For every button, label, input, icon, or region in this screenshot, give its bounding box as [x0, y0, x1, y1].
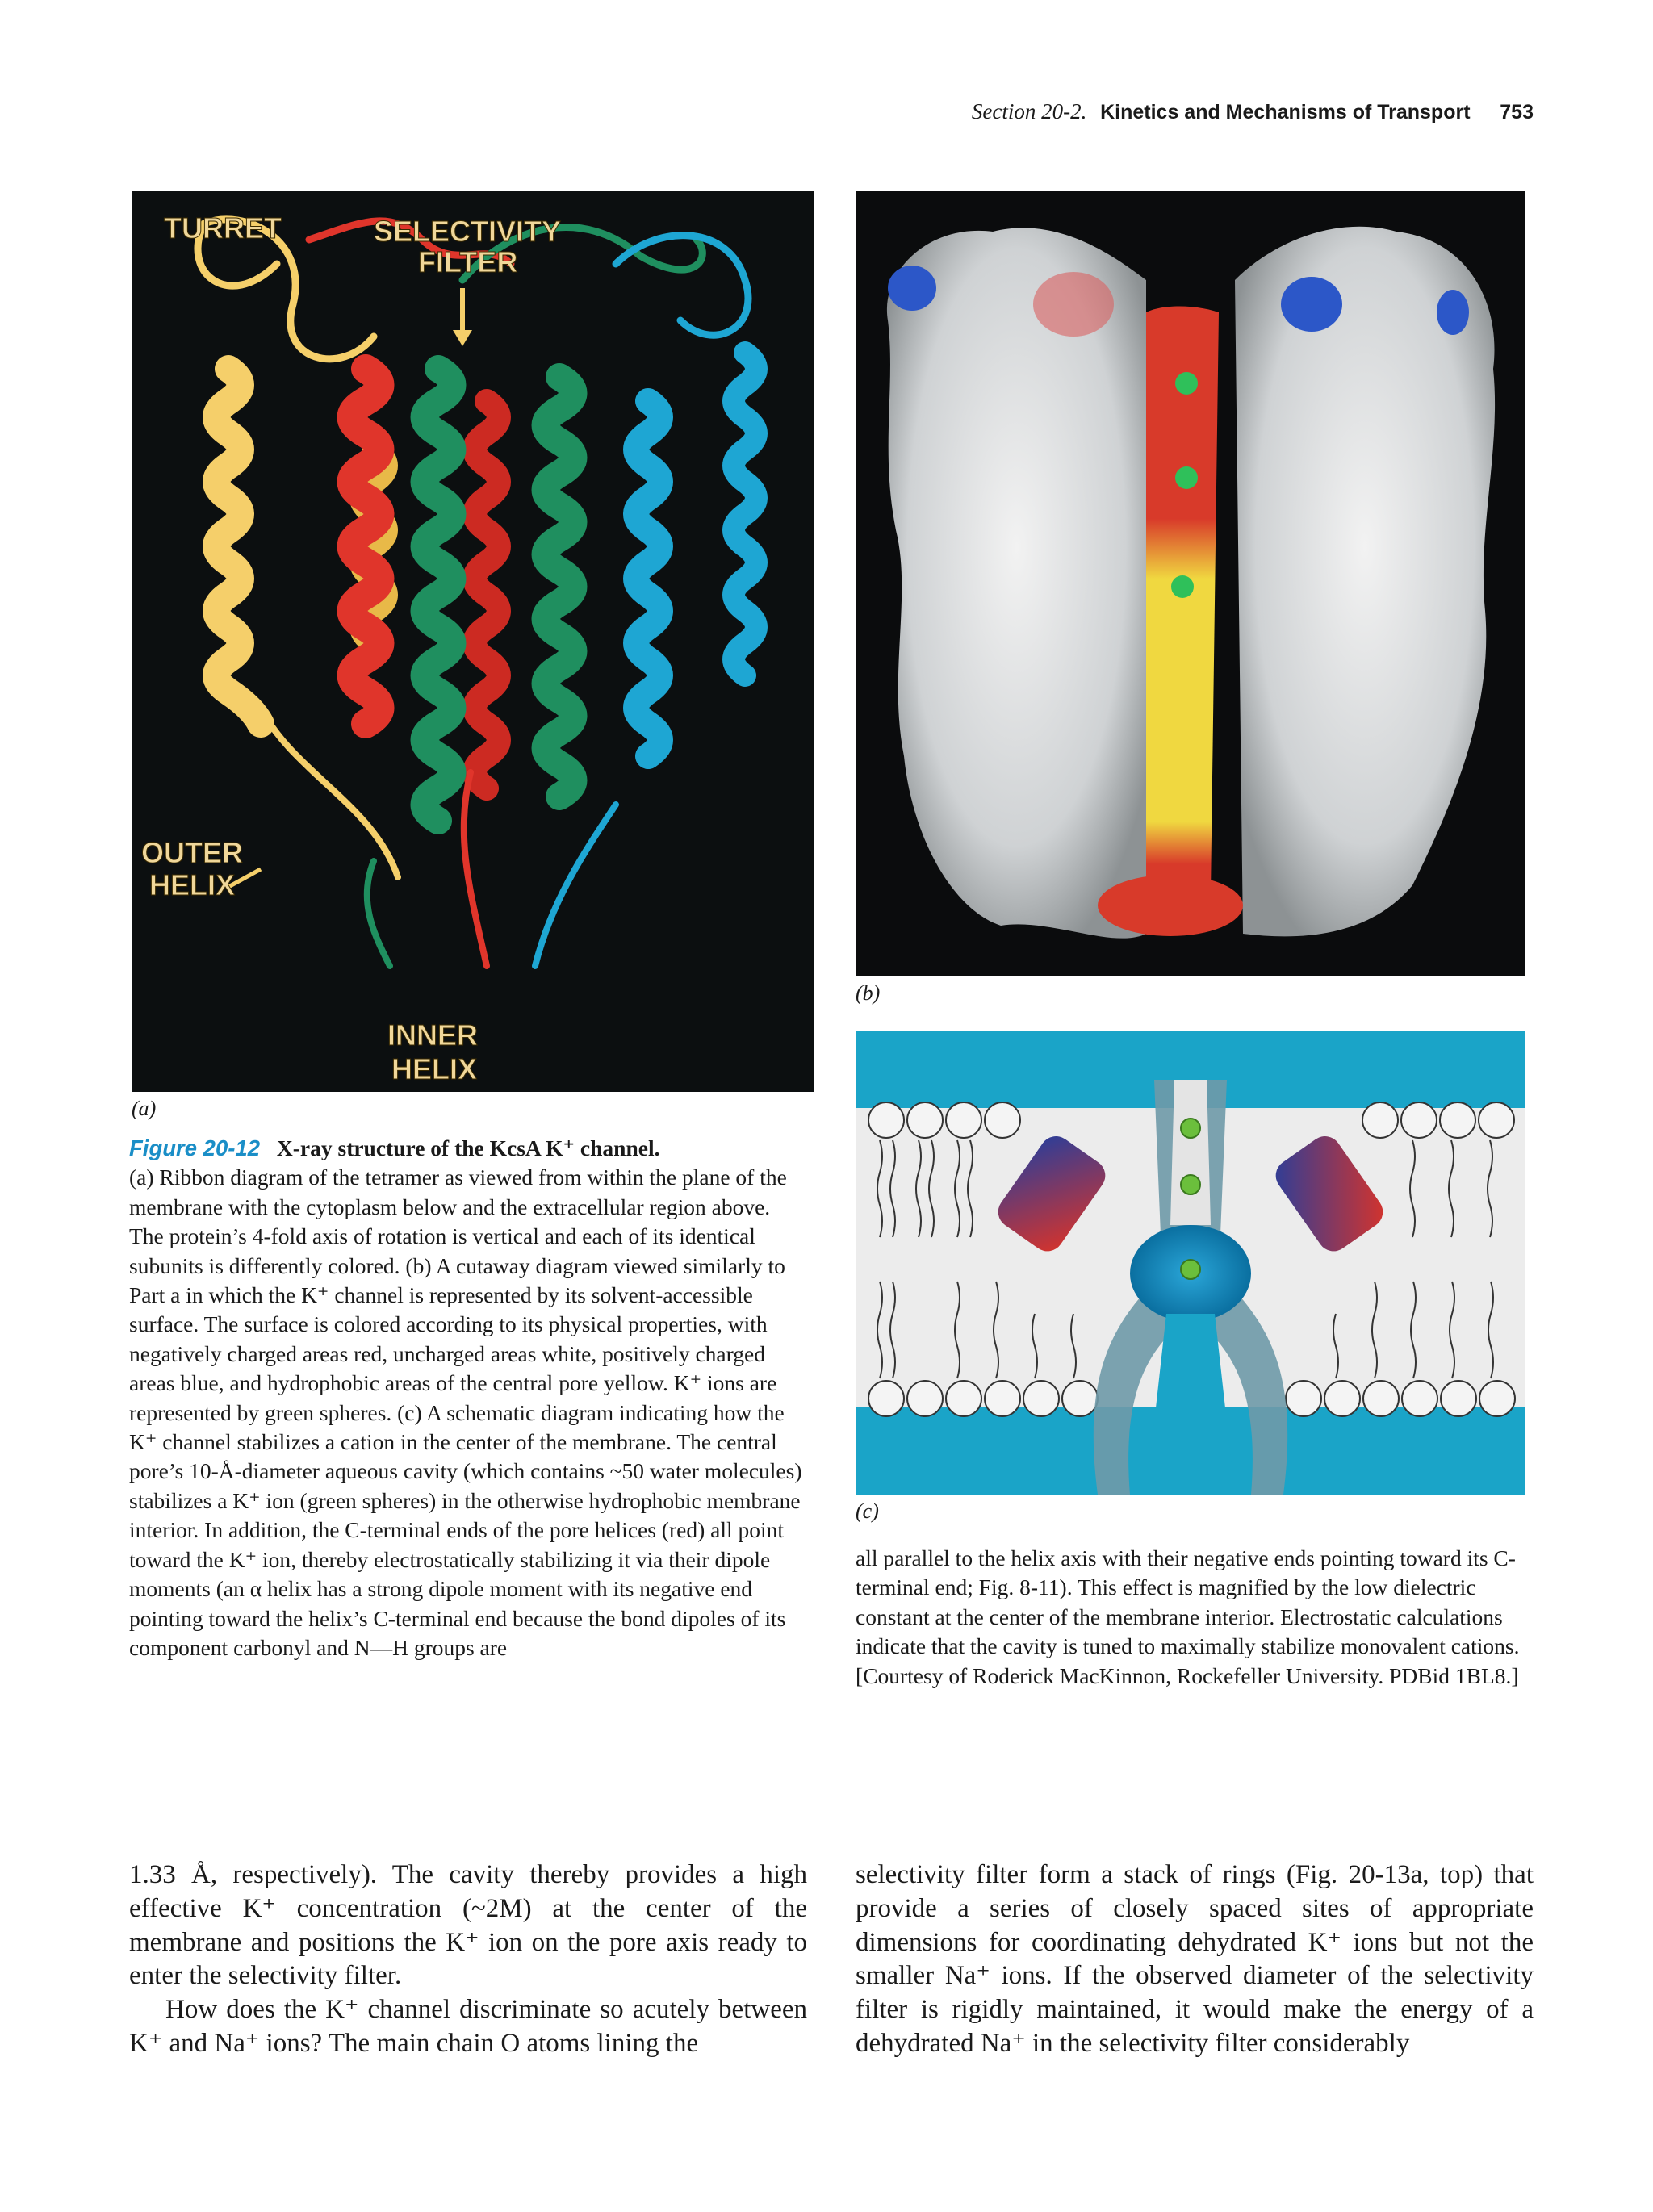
label-outer-2: HELIX [149, 868, 236, 901]
figure-number: Figure 20-12 [129, 1135, 261, 1160]
label-outer-1: OUTER [141, 836, 243, 869]
body-column-left [129, 1859, 807, 2061]
label-selectivity-1: SELECTIVITY [374, 215, 562, 248]
caption-text-col1: (a) Ribbon diagram of the tetramer as viewed from within the plane of the membrane with the cytoplasm below and the extracellular region above. The protein’s 4-fold axis of rotation is vertical and each of its identical subunits is differently colored. (b) A cutaway diagram viewed similarly to Part a in which the K⁺ channel is represented by its solvent-accessible surface. The surface is colored according to its physical properties, with negatively charged areas red, uncharged areas white, positively charged areas blue, and hydrophobic areas of the central pore yellow. K⁺ ions are represented by green spheres. (c) A schematic diagram indicating how the K⁺ channel stabilizes a cation in the center of the membrane. The central pore’s 10-Å-diameter aqueous cavity (which contains ~50 water molecules) stabilizes a K⁺ ion (green spheres) in the otherwise hydrophobic membrane interior. In addition, the C-terminal ends of the pore helices (red) all point toward the K⁺ ion, thereby electrostatically stabilizing it via their dipole moments (an α helix has a strong dipole moment with its negative end pointing toward the helix’s C-terminal end because the bond dipoles of its component carbonyl and N—H groups are [129, 1165, 802, 1660]
surface-diagram [856, 191, 1525, 976]
page-number: 753 [1500, 101, 1534, 123]
membrane-schematic [856, 1031, 1525, 1495]
label-turret: TURRET [164, 211, 282, 245]
section-label: Section 20-2. [971, 99, 1087, 123]
panel-a-label: (a) [132, 1097, 157, 1120]
body-paragraph: How does the K⁺ channel discriminate so acutely between K⁺ and Na⁺ ions? The main chain O atoms lining the [129, 1995, 807, 2058]
figure-panel-b [856, 191, 1525, 1006]
figure-panel-a [132, 191, 814, 1121]
body-paragraph: selectivity filter form a stack of rings (Fig. 20-13a, top) that provide a series of closely spaced sites of appropriate dimensions for coordinating dehydrated K⁺ ions but not the smaller Na⁺ ions. If the observed diameter of the selectivity filter is rigidly maintained, it would make the energy of a dehydrated Na⁺ in the selectivity filter considerably [856, 1860, 1534, 2058]
label-selectivity-2: FILTER [418, 245, 518, 278]
section-title: Kinetics and Mechanisms of Transport [1100, 101, 1471, 123]
caption-text-col2: all parallel to the helix axis with their negative ends pointing toward its C-terminal end; Fig. 8-11). This effect is magnified by the low dielectric constant at the center of the membrane interior. Electrostatic calculations indicate that the cavity is tuned to maximally stabilize monovalent cations. [Courtesy of Roderick MacKinnon, Rockefeller University. PDBid 1BL8.] [856, 1545, 1520, 1688]
body-column-right [856, 1859, 1534, 2061]
label-inner-1: INNER [387, 1018, 479, 1052]
body-paragraph: 1.33 Å, respectively). The cavity thereby provides a high effective K⁺ concentration (~2M) at the center of the membrane and positions the K⁺ ion on the pore axis ready to enter the selectivity filter. [129, 1860, 807, 1991]
figure-caption-continued [856, 1544, 1534, 1691]
figure-caption [129, 1134, 807, 1662]
figure-panel-c [856, 1031, 1525, 1524]
panel-b-label: (b) [856, 981, 881, 1005]
label-inner-2: HELIX [391, 1052, 478, 1085]
figure-title: X-ray structure of the KcsA K⁺ channel. [276, 1135, 660, 1160]
ribbon-diagram [132, 191, 814, 1092]
panel-c-label: (c) [856, 1499, 879, 1523]
running-header [807, 98, 1534, 125]
